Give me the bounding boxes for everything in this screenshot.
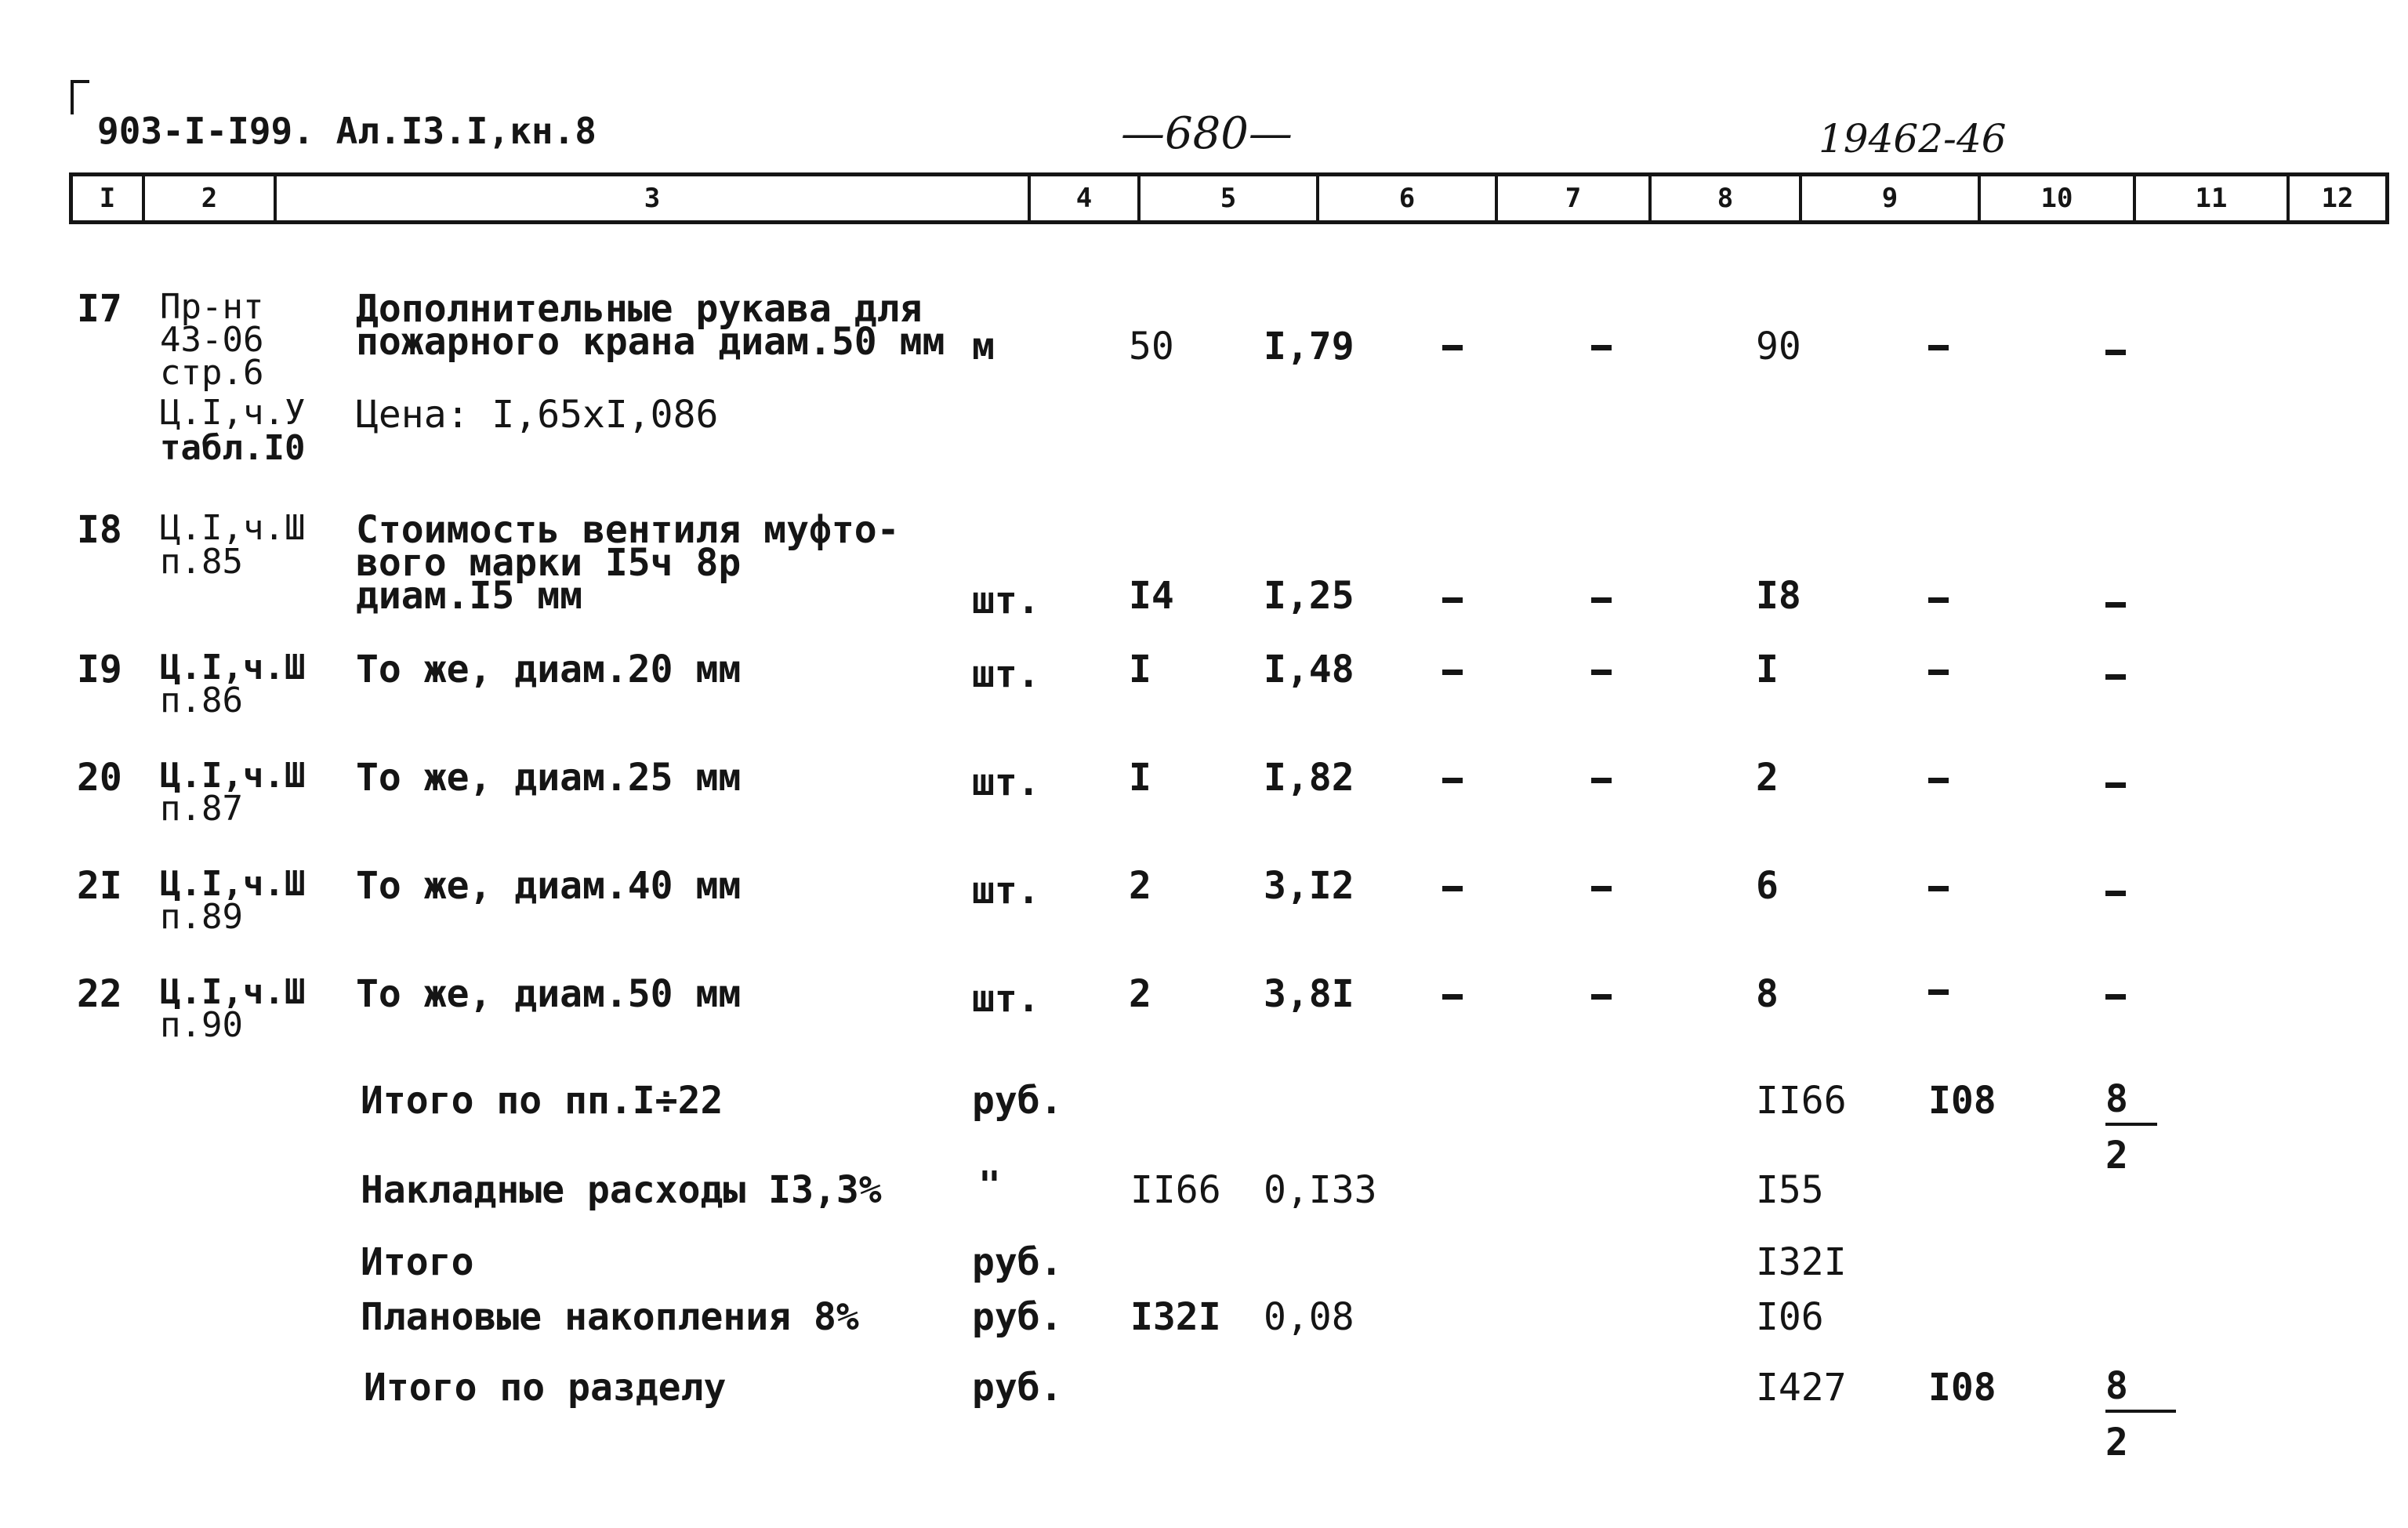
row-code: п.87 (160, 789, 243, 829)
row-quantity: 50 (1129, 325, 1174, 368)
row-dash (1928, 670, 1949, 675)
row-description: пожарного крана диам.50 мм (356, 320, 945, 364)
row-dash (1591, 345, 1612, 350)
row-dash (1591, 597, 1612, 603)
row-dash (2105, 602, 2126, 608)
document-number: 19462-46 (1819, 116, 2007, 162)
row-dash (2105, 350, 2126, 355)
row-amount: 2 (1756, 756, 1779, 800)
col-header-9: 9 (1802, 176, 1981, 220)
row-dash (1442, 597, 1463, 603)
corner-mark (71, 80, 89, 114)
row-dash (1928, 886, 1949, 891)
total-fraction (2105, 1077, 2157, 1178)
row-number: 20 (77, 756, 122, 800)
fraction-top: 8 (2105, 1364, 2128, 1408)
row-description: То же, диам.25 мм (356, 756, 742, 800)
row-dash (1928, 345, 1949, 350)
row-dash (2105, 782, 2126, 788)
row-code: Ц.I,ч.Ш (160, 756, 306, 796)
row-number: 2I (77, 864, 122, 908)
row-code: Ц.I,ч.У (160, 393, 306, 433)
row-description: То же, диам.20 мм (356, 648, 742, 691)
row-code: п.86 (160, 681, 243, 720)
row-price: I,25 (1264, 574, 1354, 618)
fraction-bottom: 2 (2105, 1134, 2128, 1178)
total-amount: I32I (1756, 1240, 1847, 1284)
col-header-4: 4 (1031, 176, 1141, 220)
total-amount: I427 (1756, 1366, 1847, 1410)
total-quantity: II66 (1130, 1168, 1221, 1212)
row-number: I8 (77, 508, 122, 552)
row-code: Ц.I,ч.Ш (160, 648, 306, 688)
row-description: То же, диам.40 мм (356, 864, 742, 908)
row-code: Ц.I,ч.Ш (160, 508, 306, 548)
row-dash (1591, 778, 1612, 783)
row-quantity: I (1129, 756, 1151, 800)
total-unit: руб. (972, 1079, 1063, 1123)
total-amount-10: I08 (1928, 1366, 1996, 1410)
row-description: диам.I5 мм (356, 574, 582, 618)
total-amount: I06 (1756, 1295, 1824, 1339)
row-price: 3,8I (1264, 972, 1354, 1016)
col-header-6: 6 (1319, 176, 1498, 220)
row-description: Дополнительные рукава для (356, 287, 923, 331)
row-dash (1442, 778, 1463, 783)
fraction-top: 8 (2105, 1077, 2128, 1121)
page-number: —680— (1121, 108, 1293, 159)
row-price: I,79 (1264, 325, 1354, 368)
row-dash (1591, 886, 1612, 891)
row-dash (2105, 994, 2126, 1000)
total-unit: руб. (972, 1295, 1063, 1339)
row-unit: шт. (972, 579, 1040, 622)
total-unit: " (978, 1163, 1001, 1207)
column-header-row (69, 172, 2389, 224)
row-price-note: Цена: I,65хI,086 (356, 393, 719, 437)
col-header-7: 7 (1498, 176, 1652, 220)
fraction-bottom: 2 (2105, 1421, 2128, 1464)
col-header-5: 5 (1141, 176, 1319, 220)
row-amount: 90 (1756, 325, 1801, 368)
row-code: табл.I0 (160, 428, 306, 468)
row-unit: шт. (972, 869, 1040, 913)
row-unit: шт. (972, 977, 1040, 1021)
row-code: 43-06 (160, 320, 264, 360)
row-dash (1928, 778, 1949, 783)
row-dash (1442, 994, 1463, 1000)
row-number: 22 (77, 972, 122, 1016)
row-dash (1928, 989, 1949, 995)
row-unit: м (972, 325, 995, 368)
row-code: п.90 (160, 1005, 243, 1045)
col-header-8: 8 (1652, 176, 1802, 220)
col-header-12: 12 (2321, 183, 2354, 214)
row-code: п.85 (160, 542, 243, 582)
total-rate: 0,I33 (1264, 1168, 1377, 1212)
row-dash (1442, 670, 1463, 675)
row-code: Пр-нт (160, 287, 264, 327)
row-quantity: I (1129, 648, 1151, 691)
row-amount: I (1756, 648, 1779, 691)
total-label: Итого (361, 1240, 474, 1284)
col-header-11: 11 (2136, 176, 2290, 220)
col-header-10: 10 (1981, 176, 2136, 220)
total-amount: II66 (1756, 1079, 1847, 1123)
row-quantity: 2 (1129, 972, 1151, 1016)
row-price: I,48 (1264, 648, 1354, 691)
total-amount-10: I08 (1928, 1079, 1996, 1123)
row-quantity: I4 (1129, 574, 1174, 618)
document-code: 903-I-I99. Ал.I3.I,кн.8 (97, 110, 597, 152)
total-quantity: I32I (1130, 1295, 1221, 1339)
row-code: стр.6 (160, 353, 264, 393)
total-unit: руб. (972, 1240, 1063, 1284)
total-amount: I55 (1756, 1168, 1824, 1212)
row-dash (1591, 670, 1612, 675)
total-label: Плановые накопления 8% (361, 1295, 859, 1339)
row-dash (2105, 891, 2126, 896)
col-header-1: I (73, 176, 145, 220)
row-quantity: 2 (1129, 864, 1151, 908)
row-number: I7 (77, 287, 122, 331)
row-amount: 8 (1756, 972, 1779, 1016)
row-code: Ц.I,ч.Ш (160, 972, 306, 1012)
row-dash (1442, 345, 1463, 350)
row-code: Ц.I,ч.Ш (160, 864, 306, 904)
row-dash (2105, 674, 2126, 680)
row-amount: I8 (1756, 574, 1801, 618)
row-dash (1928, 597, 1949, 603)
total-fraction (2105, 1364, 2176, 1464)
row-code: п.89 (160, 897, 243, 937)
total-label: Накладные расходы I3,3% (361, 1168, 882, 1212)
row-dash (1442, 886, 1463, 891)
row-number: I9 (77, 648, 122, 691)
row-description: Стоимость вентиля муфто- (356, 508, 900, 552)
total-rate: 0,08 (1264, 1295, 1354, 1339)
row-amount: 6 (1756, 864, 1779, 908)
total-label: Итого по пп.I÷22 (361, 1079, 723, 1123)
row-unit: шт. (972, 760, 1040, 804)
row-price: I,82 (1264, 756, 1354, 800)
row-dash (1591, 994, 1612, 1000)
total-label: Итого по разделу (364, 1366, 727, 1410)
row-description: То же, диам.50 мм (356, 972, 742, 1016)
col-header-3: 3 (277, 176, 1031, 220)
total-unit: руб. (972, 1366, 1063, 1410)
row-unit: шт. (972, 652, 1040, 696)
row-price: 3,I2 (1264, 864, 1354, 908)
col-header-2: 2 (145, 176, 277, 220)
row-description: вого марки I5ч 8р (356, 541, 742, 585)
